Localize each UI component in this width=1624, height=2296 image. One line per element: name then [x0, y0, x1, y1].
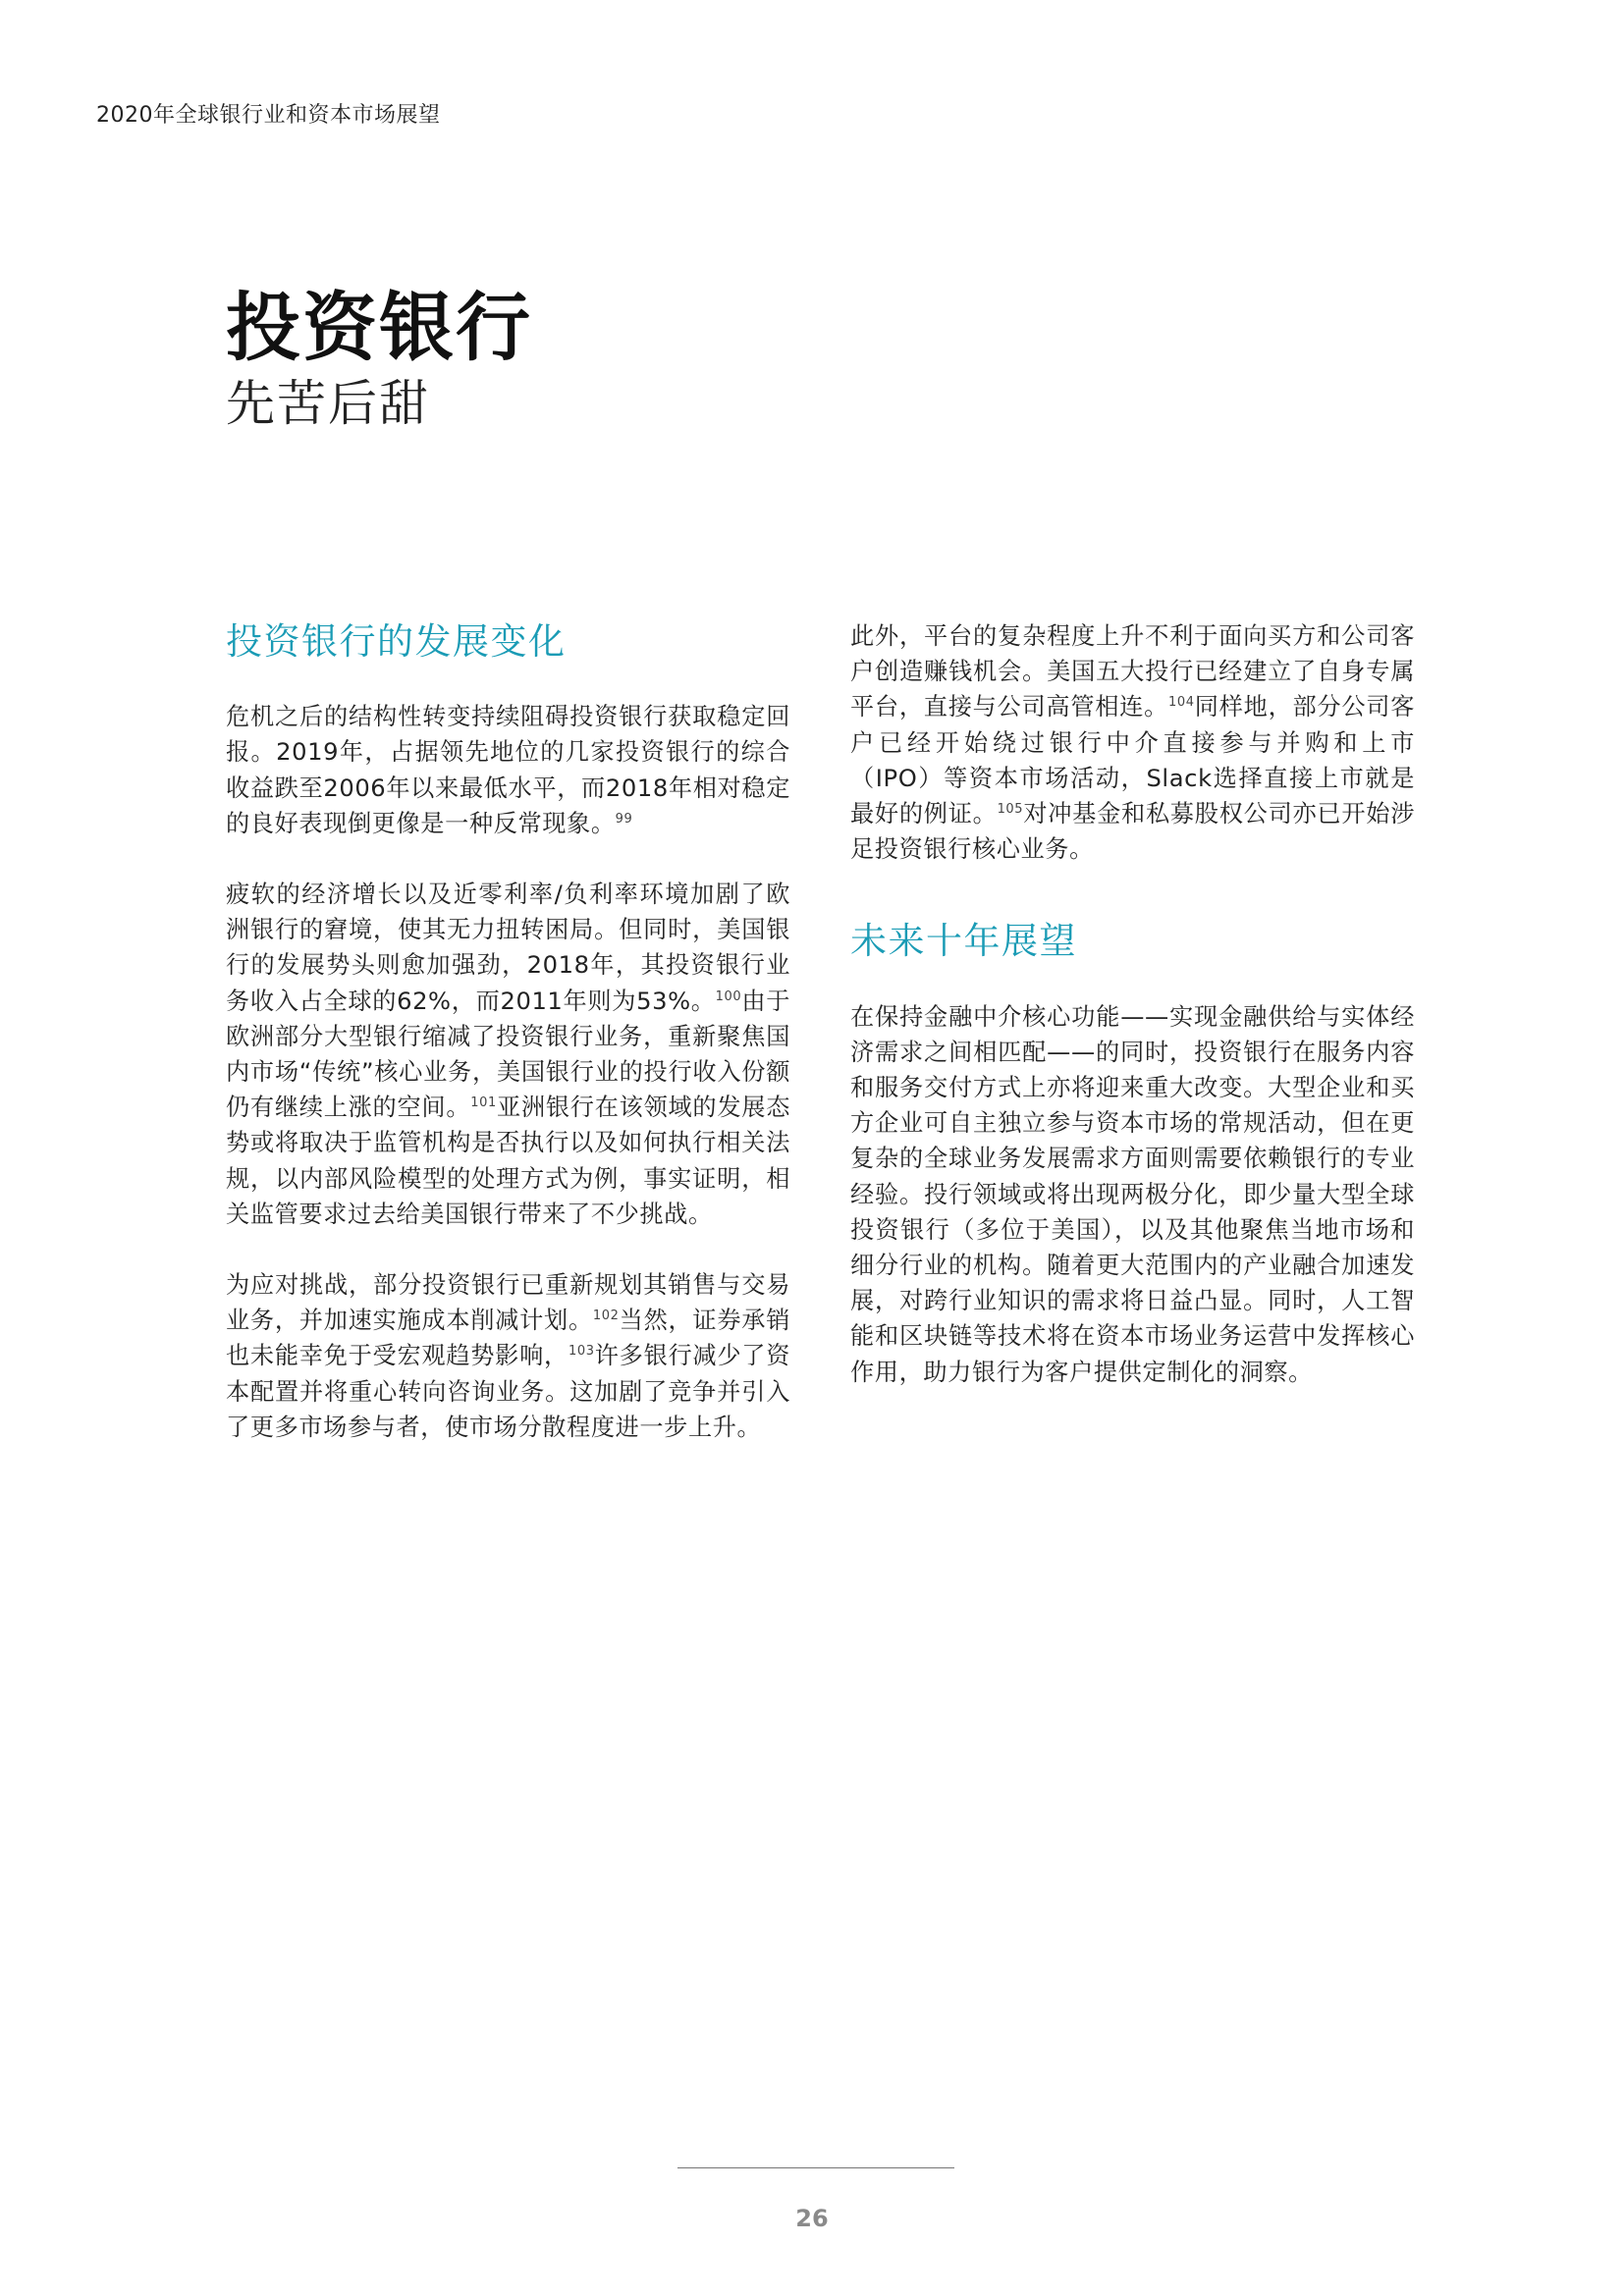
paragraph-text: 当然，证券承销也未能幸免于受宏观趋势影响， [226, 1307, 790, 1370]
running-header: 2020年全球银行业和资本市场展望 [96, 103, 441, 128]
paragraph-left-2 [226, 877, 790, 1232]
footnote-ref: 100 [715, 988, 742, 1004]
footnote-ref: 102 [592, 1308, 620, 1324]
paragraph-right-1 [850, 618, 1415, 867]
paragraph-text: 亚洲银行在该领域的发展态势或将取决于监管机构是否执行以及如何执行相关法规，以内部风险模型的处理方式为例，事实证明，相关监管要求过去给美国银行带来了不少挑战。 [226, 1094, 790, 1228]
footnote-ref: 103 [568, 1344, 595, 1360]
right-column [850, 618, 1415, 1425]
footnote-ref: 101 [470, 1095, 497, 1111]
section-heading-outlook: 未来十年展望 [850, 920, 1077, 963]
paragraph-text: 对冲基金和私募股权公司亦已开始涉足投资银行核心业务。 [850, 800, 1415, 864]
paragraph-text: 同样地，部分公司客户已经开始绕过银行中介直接参与并购和上市（IPO）等资本市场活动，Slack选择直接上市就是最好的例证。 [850, 693, 1415, 828]
paragraph-text: 由于欧洲部分大型银行缩减了投资银行业务，重新聚焦国内市场“传统”核心业务，美国银行业的投行收入份额仍有继续上涨的空间。 [226, 987, 790, 1122]
title-block [226, 284, 532, 432]
left-column [226, 618, 790, 1480]
paragraph-right-2 [850, 999, 1415, 1390]
paragraph-text: 危机之后的结构性转变持续阻碍投资银行获取稳定回报。2019年，占据领先地位的几家投资银行的综合收益跌至2006年以来最低水平，而2018年相对稳定的良好表现倒更像是一种反常现象。 [226, 703, 790, 837]
paragraph-left-3 [226, 1267, 790, 1445]
page-subtitle: 先苦后甜 [226, 374, 430, 432]
paragraph-text: 在保持金融中介核心功能——实现金融供给与实体经济需求之间相匹配——的同时，投资银行在服务内容和服务交付方式上亦将迎来重大改变。大型企业和买方企业可自主独立参与资本市场的常规活动，但在更复杂的全球业务发展需求方面则需要依赖银行的专业经验。投行领域或将出现两极分化，即少量大型全球投资银行（多位于美国），以及其他聚焦当地市场和细分行业的机构。随着更大范围内的产业融合加速发展，对跨行业知识的需求将日益凸显。同时，人工智能和区块链等技术将在资本市场业务运营中发挥核心作用，助力银行为客户提供定制化的洞察。 [850, 1002, 1415, 1386]
section-heading-development: 投资银行的发展变化 [226, 620, 567, 663]
paragraph-text: 许多银行减少了资本配置并将重心转向咨询业务。这加剧了竞争并引入了更多市场参与者，使市场分散程度进一步上升。 [226, 1342, 790, 1441]
paragraph-text: 为应对挑战，部分投资银行已重新规划其销售与交易业务，并加速实施成本削减计划。 [226, 1270, 790, 1335]
page-title: 投资银行 [226, 284, 532, 371]
paragraph-left-1 [226, 699, 790, 841]
paragraph-text: 此外，平台的复杂程度上升不利于面向买方和公司客户创造赚钱机会。美国五大投行已经建立了自身专属平台，直接与公司高管相连。 [850, 622, 1415, 721]
footer-divider [677, 2167, 954, 2168]
paragraph-text: 疲软的经济增长以及近零利率/负利率环境加剧了欧洲银行的窘境，使其无力扭转困局。但同时，美国银行的发展势头则愈加强劲，2018年，其投资银行业务收入占全球的62%，而2011年则为53%。 [226, 880, 790, 1015]
footnote-ref: 105 [997, 801, 1024, 817]
page-number: 26 [795, 2205, 829, 2232]
footnote-ref: 104 [1168, 695, 1195, 711]
footnote-ref: 99 [615, 811, 633, 827]
